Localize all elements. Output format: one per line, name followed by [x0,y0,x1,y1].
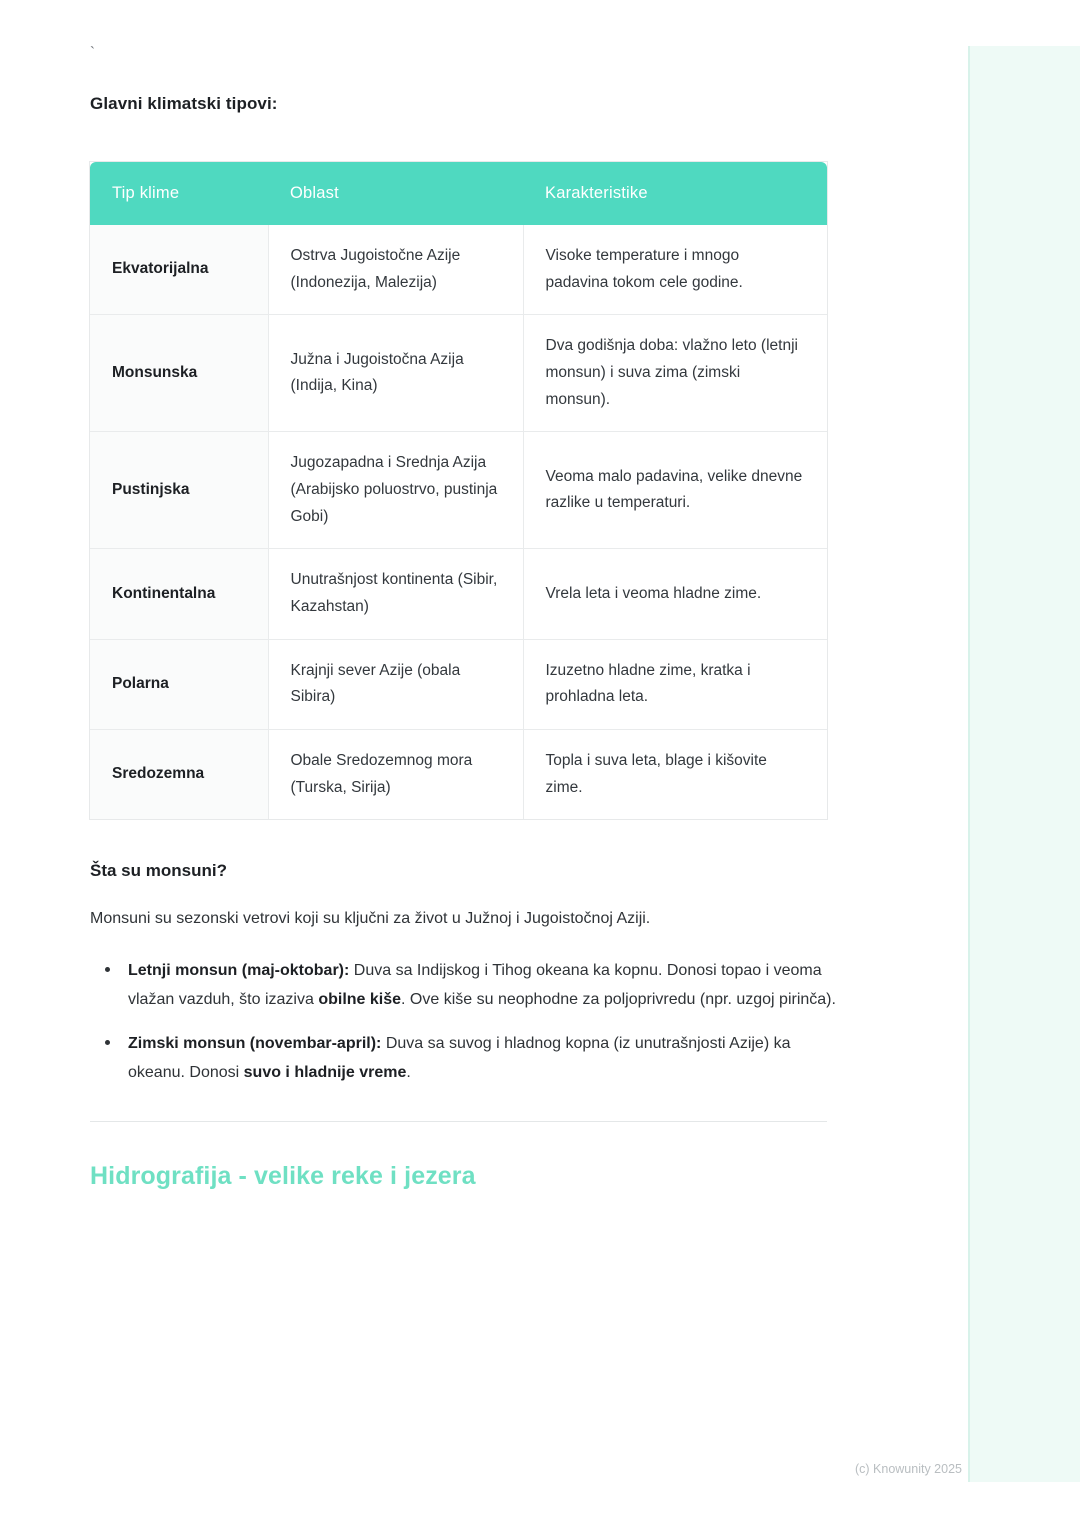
cell-climate-type: Kontinentalna [90,549,268,639]
cell-climate-type: Polarna [90,639,268,729]
monsoon-list [90,955,840,1087]
list-item-text-2: . Ove kiše su neophodne za poljoprivredu (npr. uzgoj pirinča). [401,990,836,1008]
table-row [90,432,827,549]
cell-area: Jugozapadna i Srednja Azija (Arabijsko poluostrvo, pustinja Gobi) [268,432,523,549]
list-item-text-1: Duva sa Indijskog i Tihog okeana ka kopnu. Donosi topao i veoma vlažan vazduh, što izaziva [128,962,822,1008]
monsoon-intro-paragraph: Monsuni su sezonski vetrovi koji su ključni za život u Južnoj i Jugoistočnoj Aziji. [90,910,651,928]
cell-climate-type: Ekvatorijalna [90,225,268,315]
page-edge-strip [970,46,1080,1482]
page-edge-divider [968,46,970,1482]
cell-climate-type: Sredozemna [90,729,268,819]
climate-types-table [90,162,827,819]
document-content [90,40,840,1191]
list-item-emphasis: obilne kiše [318,990,402,1008]
list-item-label: Letnji monsun (maj-oktobar): [128,962,350,980]
cell-area: Unutrašnjost kontinenta (Sibir, Kazahstan) [268,549,523,639]
cell-characteristics: Visoke temperature i mnogo padavina tokom cele godine. [523,225,827,315]
table-row [90,639,827,729]
list-item-text-2: . [406,1063,411,1081]
table-row [90,549,827,639]
page-title: Glavni klimatski tipovi: [90,94,278,113]
list-item [122,955,840,1014]
cell-characteristics: Vrela leta i veoma hladne zime. [523,549,827,639]
cell-area: Obale Sredozemnog mora (Turska, Sirija) [268,729,523,819]
cell-characteristics: Izuzetno hladne zime, kratka i prohladna leta. [523,639,827,729]
table-row [90,315,827,432]
monsoon-heading: Šta su monsuni? [90,861,227,881]
column-header-area: Oblast [268,162,523,225]
column-header-characteristics: Karakteristike [523,162,827,225]
list-item-text-1: Duva sa suvog i hladnog kopna (iz unutrašnjosti Azije) ka okeanu. Donosi [128,1035,791,1081]
list-item-emphasis: suvo i hladnije vreme [243,1063,407,1081]
cell-area: Južna i Jugoistočna Azija (Indija, Kina) [268,315,523,432]
chapter-heading: Hidrografija - velike reke i jezera [90,1162,476,1191]
cell-climate-type: Pustinjska [90,432,268,549]
cell-characteristics: Topla i suva leta, blage i kišovite zime. [545,751,767,796]
cell-climate-type: Monsunska [90,315,268,432]
table-row [90,225,827,315]
cell-characteristics: Dva godišnja doba: vlažno leto (letnji monsun) i suva zima (zimski monsun). [523,315,827,432]
table-row [90,729,827,819]
column-header-type: Tip klime [90,162,268,225]
section-divider [90,1121,827,1122]
stray-tick-mark: ` [90,44,95,61]
cell-area: Krajnji sever Azije (obala Sibira) [268,639,523,729]
list-item [122,1028,840,1087]
cell-characteristics: Veoma malo padavina, velike dnevne razlike u temperaturi. [523,432,827,549]
list-item-label: Zimski monsun (novembar-april): [128,1035,382,1053]
table-header-row [90,162,827,225]
cell-area: Ostrva Jugoistočne Azije (Indonezija, Malezija) [268,225,523,315]
copyright-notice: (c) Knowunity 2025 [854,1462,962,1476]
